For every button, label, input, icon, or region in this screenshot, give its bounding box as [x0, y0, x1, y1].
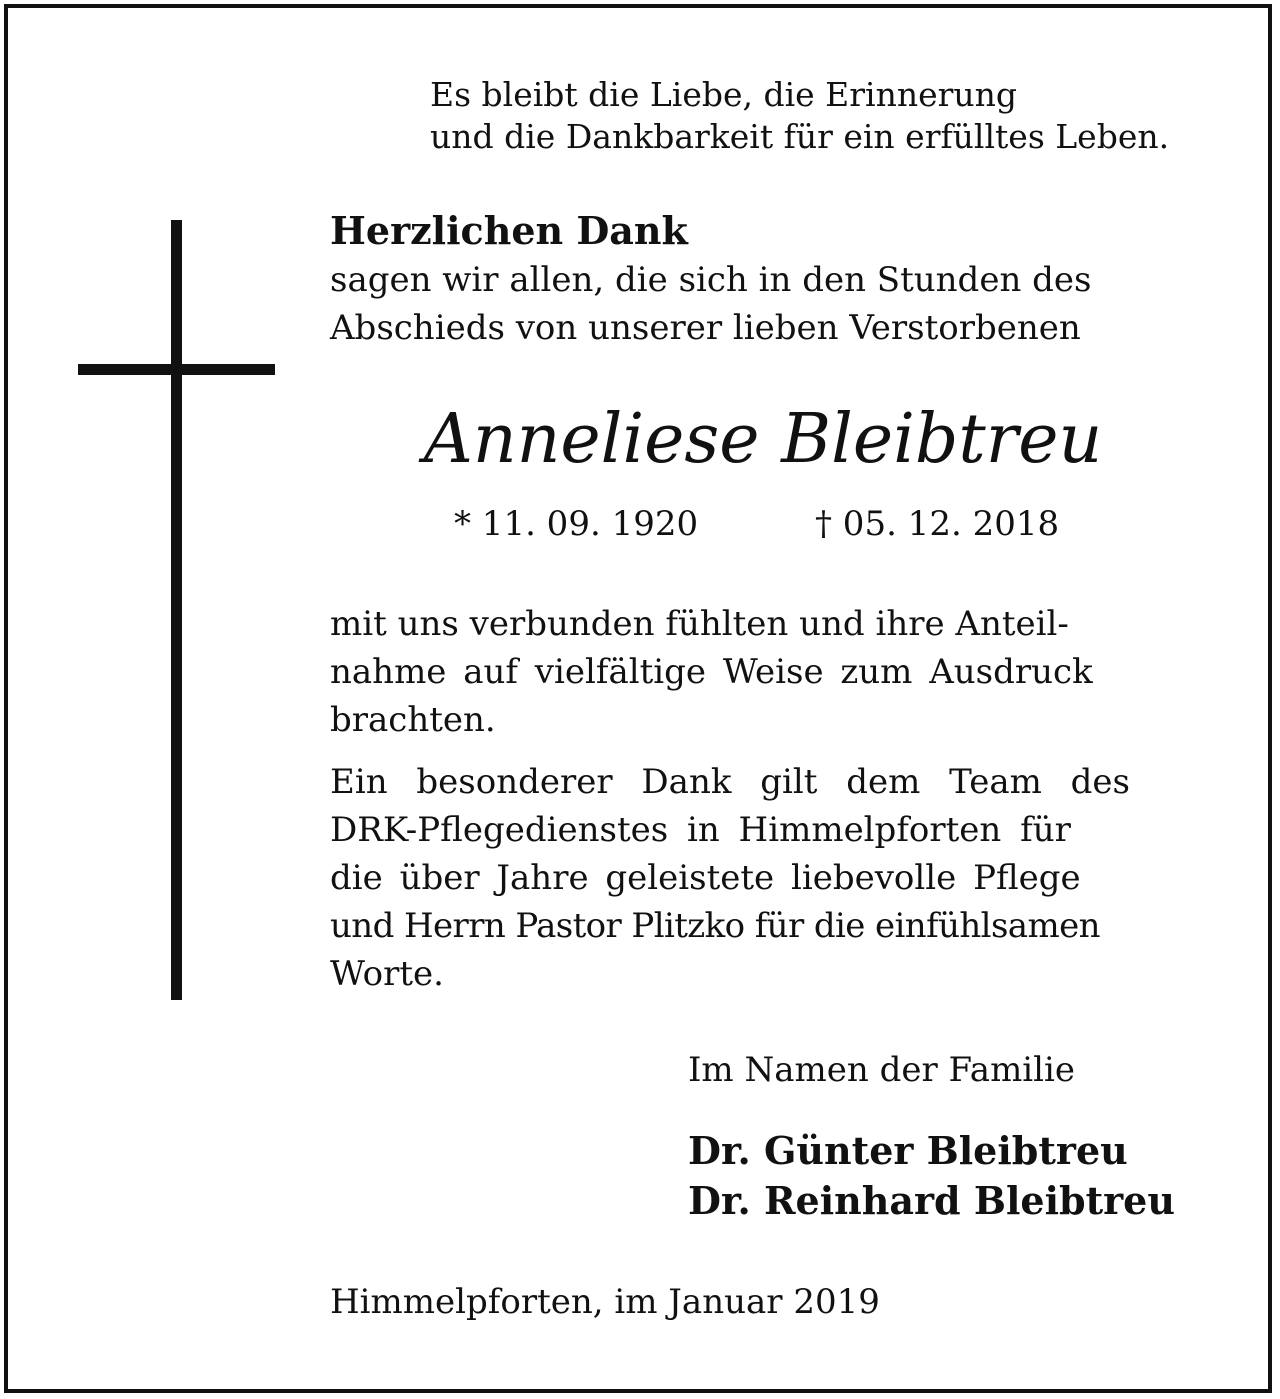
body-line: die über Jahre geleistete liebevolle Pflege: [330, 858, 1081, 898]
on-behalf-of-family: Im Namen der Familie: [688, 1050, 1076, 1090]
signer-name-2: Dr. Reinhard Bleibtreu: [688, 1178, 1175, 1223]
place-and-date: Himmelpforten, im Januar 2019: [330, 1282, 880, 1322]
cross-vertical-bar: [171, 220, 182, 1000]
signer-name-1: Dr. Günter Bleibtreu: [688, 1128, 1128, 1173]
body-line: DRK-Pflegedienstes in Himmelpforten für: [330, 810, 1071, 850]
birth-date: * 11. 09. 1920: [454, 504, 699, 544]
body-line: Ein besonderer Dank gilt dem Team des: [330, 762, 1130, 802]
motto-line-1: Es bleibt die Liebe, die Erinnerung: [430, 75, 1018, 114]
motto-line-2: und die Dankbarkeit für ein erfülltes Leben.: [430, 117, 1170, 156]
thanks-heading: Herzlichen Dank: [330, 208, 688, 253]
cross-horizontal-bar: [78, 364, 275, 375]
intro-line-1: sagen wir allen, die sich in den Stunden des: [330, 260, 1092, 300]
deceased-name: Anneliese Bleibtreu: [423, 400, 1103, 479]
body-line: Worte.: [330, 954, 444, 994]
death-date: † 05. 12. 2018: [815, 504, 1060, 544]
body-line: und Herrn Pastor Plitzko für die einfühlsamen: [330, 906, 1100, 946]
intro-line-2: Abschieds von unserer lieben Verstorbenen: [330, 308, 1081, 348]
body-line: brachten.: [330, 700, 496, 740]
body-line: mit uns verbunden fühlten und ihre Anteil-: [330, 604, 1069, 644]
body-line: nahme auf vielfältige Weise zum Ausdruck: [330, 652, 1093, 692]
